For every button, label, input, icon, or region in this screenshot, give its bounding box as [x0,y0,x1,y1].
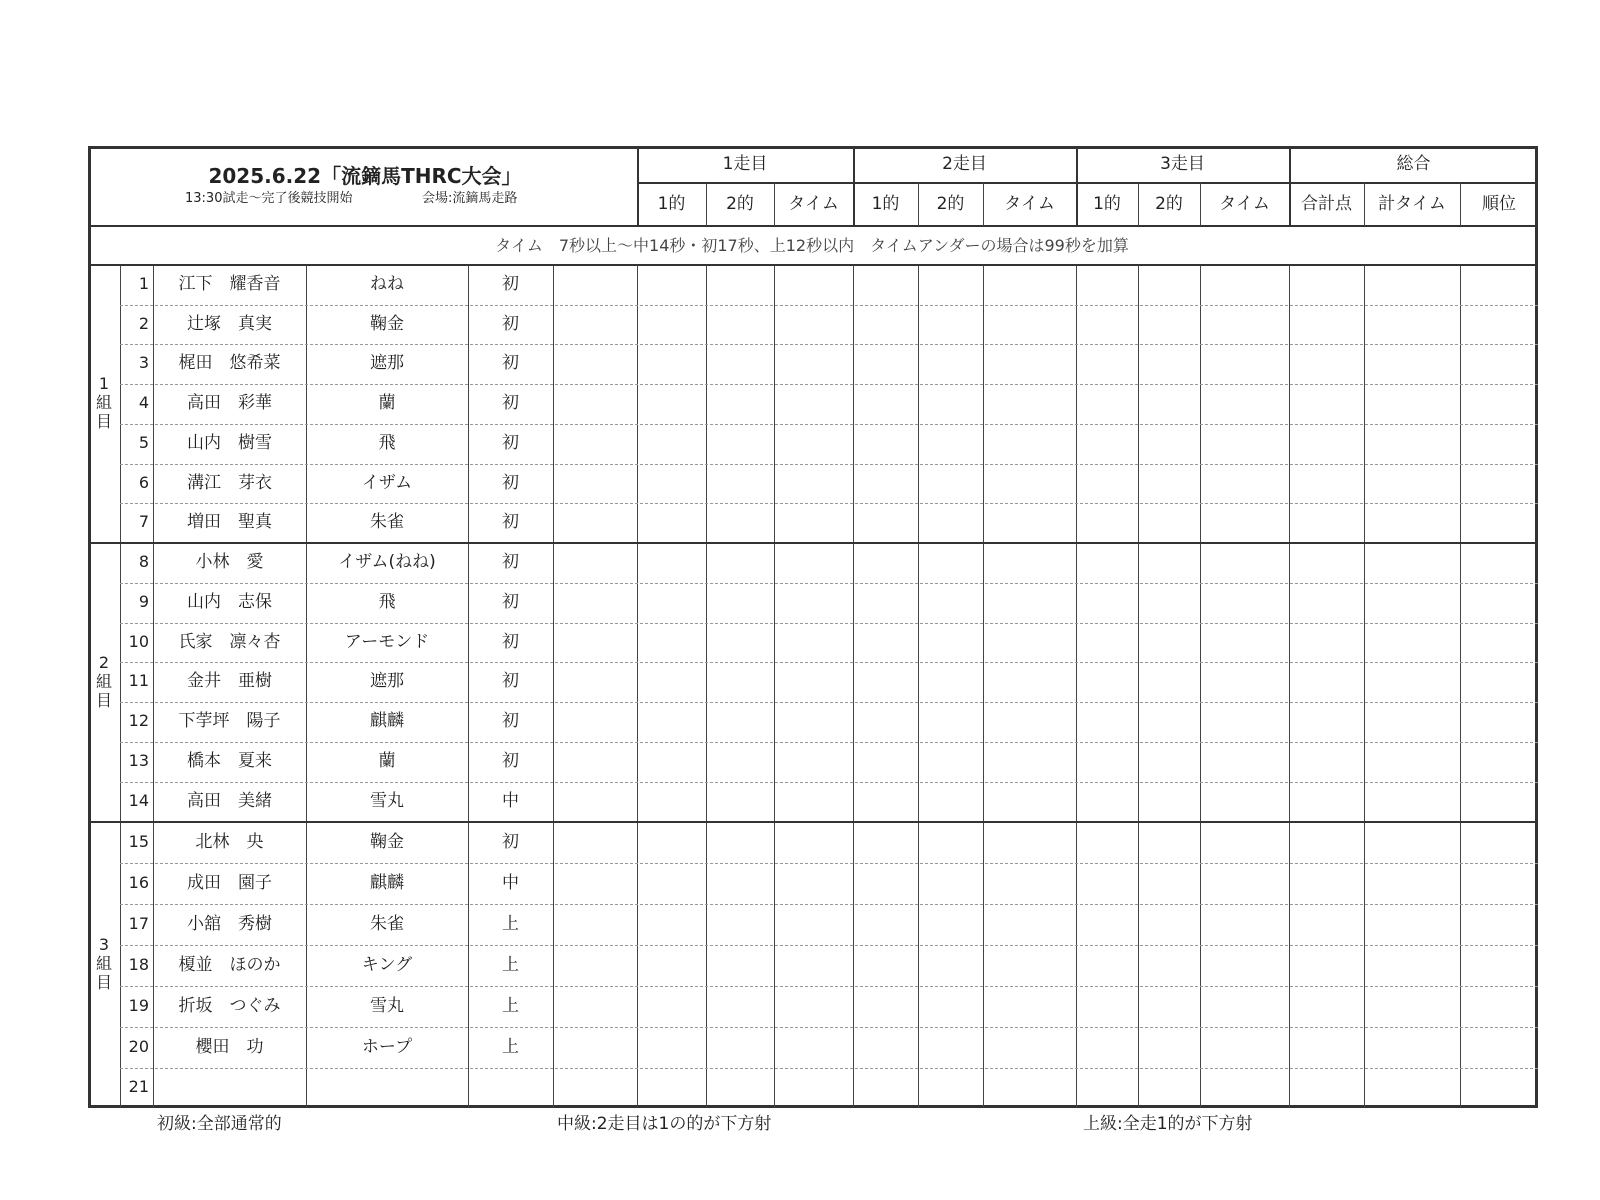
grid-vline [306,265,307,1108]
level: 中 [502,791,519,811]
horse-name: 麒麟 [370,872,404,893]
rider-name: 氏家 凛々杏 [178,631,281,652]
rider-name: 溝江 芽衣 [187,472,272,493]
total-col-2: 計タイム [1378,194,1446,214]
grid-vline [918,183,919,226]
row-number: 2 [138,313,149,333]
level: 初 [502,393,519,413]
run-1-col-3: タイム [788,194,839,214]
grid-vline [1138,265,1139,1108]
rider-name: 高田 美緒 [187,791,272,811]
group-label-char: 3 [98,935,110,954]
grid-hline [88,542,1538,544]
row-number: 18 [128,954,149,974]
horse-name: 遮那 [370,671,404,691]
group-label-char: 目 [95,973,112,993]
group-label-3 [89,935,119,993]
row-divider [120,305,1538,306]
row-divider [120,1027,1538,1028]
grid-vline [1460,183,1461,226]
grid-vline [1200,183,1201,226]
footer-advanced: 上級:全走1的が下方射 [1083,1114,1253,1134]
grid-hline [88,225,1538,227]
horse-name: キング [361,954,413,975]
time-rule-note: タイム 7秒以上～中14秒・初17秒、上12秒以内 タイムアンダーの場合は99秒を加算 [495,236,1129,255]
row-number: 4 [138,393,149,412]
row-number: 6 [138,472,149,492]
level: 上 [502,954,519,975]
run-2-col-3: タイム [1004,194,1055,214]
horse-name: 朱雀 [370,913,404,934]
rider-name: 高田 彩華 [187,393,272,413]
grid-vline [706,183,707,226]
run-header-3: 3走目 [1160,154,1205,174]
total-col-1: 合計点 [1301,194,1352,214]
horse-name: イザム(ねね) [338,552,436,572]
row-divider [120,464,1538,465]
row-number: 20 [128,1036,149,1056]
total-header: 総合 [1396,154,1431,174]
row-number: 15 [128,831,149,851]
grid-hline [88,821,1538,823]
row-number: 13 [128,751,149,770]
row-number: 10 [128,631,149,651]
grid-vline [1076,146,1078,226]
row-number: 14 [128,791,149,810]
footer-beginner: 初級:全部通常的 [157,1114,282,1134]
grid-vline [983,183,984,226]
run-3-col-3: タイム [1219,194,1270,214]
horse-name: 朱雀 [370,512,404,532]
group-label-char: 組 [95,671,112,691]
level: 初 [502,711,519,731]
level: 中 [502,872,519,893]
horse-name: イザム [361,472,413,493]
rider-name: 折坂 つぐみ [178,995,281,1016]
run-1-col-2: 2的 [726,194,754,214]
level: 初 [502,631,519,652]
level: 初 [502,313,519,334]
row-divider [120,904,1538,905]
run-1-col-1: 1的 [657,194,686,214]
grid-vline [774,183,775,226]
grid-vline [553,265,554,1108]
run-header-1: 1走目 [722,154,768,174]
row-divider [120,583,1538,584]
group-label-char: 組 [95,954,112,974]
row-number: 8 [138,552,149,571]
row-divider [120,1068,1538,1069]
row-divider [120,623,1538,624]
horse-name: ねね [370,274,404,294]
horse-name: 飛 [378,433,396,453]
row-number: 3 [138,353,149,372]
row-number: 11 [128,671,149,690]
row-divider [120,945,1538,946]
row-number: 1 [138,274,149,293]
group-label-2 [89,653,119,711]
level: 初 [502,592,519,612]
row-divider [120,702,1538,703]
level: 初 [502,512,519,532]
start-time-note: 13:30試走～完了後競技開始 [185,191,353,206]
grid-vline [468,265,469,1108]
grid-vline [1364,265,1365,1108]
row-number: 7 [138,512,149,531]
horse-name: ホープ [361,1036,413,1057]
run-3-col-1: 1的 [1093,194,1121,214]
run-2-col-2: 2的 [936,194,965,214]
rider-name: 北林 央 [195,831,264,852]
row-number: 19 [128,995,149,1015]
rider-name: 榎並 ほのか [178,954,281,975]
rider-name: 下荢坪 陽子 [178,711,281,731]
grid-vline [1289,146,1291,226]
grid-vline [853,146,855,226]
venue-note: 会場:流鏑馬走路 [422,191,518,206]
row-number: 12 [128,711,149,730]
grid-vline [1460,265,1461,1108]
grid-hline [637,182,1538,184]
horse-name: 雪丸 [370,791,404,811]
horse-name: 鞠金 [370,831,404,852]
row-divider [120,863,1538,864]
row-number: 17 [128,913,149,933]
grid-vline [1200,265,1201,1108]
rider-name: 成田 園子 [187,872,272,893]
grid-vline [120,265,121,1108]
rider-name: 辻塚 真実 [187,313,272,334]
level: 上 [502,1036,519,1057]
level: 初 [502,552,519,572]
grid-vline [153,265,154,1108]
rider-name: 橋本 夏来 [187,751,272,771]
grid-vline [918,265,919,1108]
row-divider [120,503,1538,504]
rider-name: 山内 志保 [187,592,272,612]
grid-vline [853,265,854,1108]
row-divider [120,384,1538,385]
rider-name: 小舘 秀樹 [187,913,272,934]
horse-name: 鞠金 [370,313,404,334]
level: 初 [502,671,519,691]
horse-name: アーモンド [344,631,430,652]
rider-name: 櫻田 功 [195,1036,264,1057]
group-label-1 [89,374,119,432]
run-2-col-1: 1的 [871,194,900,214]
grid-vline [1138,183,1139,226]
row-number: 21 [128,1077,149,1096]
rider-name: 山内 樹雪 [187,433,272,453]
rider-name: 小林 愛 [195,552,264,572]
grid-vline [1076,265,1077,1108]
horse-name: 蘭 [378,393,396,413]
horse-name: 蘭 [378,751,396,771]
level: 上 [502,995,519,1016]
group-label-char: 2 [98,652,110,672]
row-number: 16 [128,872,149,892]
grid-vline [637,265,638,1108]
level: 初 [502,472,519,493]
row-number: 9 [138,592,149,611]
run-header-2: 2走目 [942,154,987,174]
grid-vline [1289,265,1290,1108]
row-divider [120,782,1538,783]
rider-name: 金井 亜樹 [187,671,272,691]
row-divider [120,424,1538,425]
rider-name: 梶田 悠希菜 [178,353,281,373]
run-3-col-2: 2的 [1155,194,1183,214]
level: 初 [502,274,519,294]
level: 初 [502,433,519,453]
grid-vline [706,265,707,1108]
horse-name: 飛 [378,592,396,612]
level: 初 [502,751,519,771]
row-divider [120,986,1538,987]
grid-vline [637,146,639,226]
grid-vline [774,265,775,1108]
horse-name: 遮那 [370,353,404,373]
level: 初 [502,353,519,373]
page-title: 2025.6.22「流鏑馬THRC大会」 [208,164,522,188]
row-divider [120,742,1538,743]
horse-name: 雪丸 [370,995,404,1016]
total-col-3: 順位 [1482,194,1516,214]
grid-vline [983,265,984,1108]
group-label-char: 目 [95,412,112,432]
horse-name: 麒麟 [370,711,404,731]
row-number: 5 [138,433,149,452]
row-divider [120,662,1538,663]
group-label-char: 目 [95,690,112,710]
group-label-char: 組 [95,393,112,413]
row-divider [120,344,1538,345]
rider-name: 江下 耀香音 [178,274,281,294]
grid-vline [1364,183,1365,226]
group-label-char: 1 [98,374,110,393]
footer-intermediate: 中級:2走目は1の的が下方射 [557,1114,772,1134]
rider-name: 増田 聖真 [187,512,272,532]
level: 上 [502,913,519,934]
level: 初 [502,831,519,852]
